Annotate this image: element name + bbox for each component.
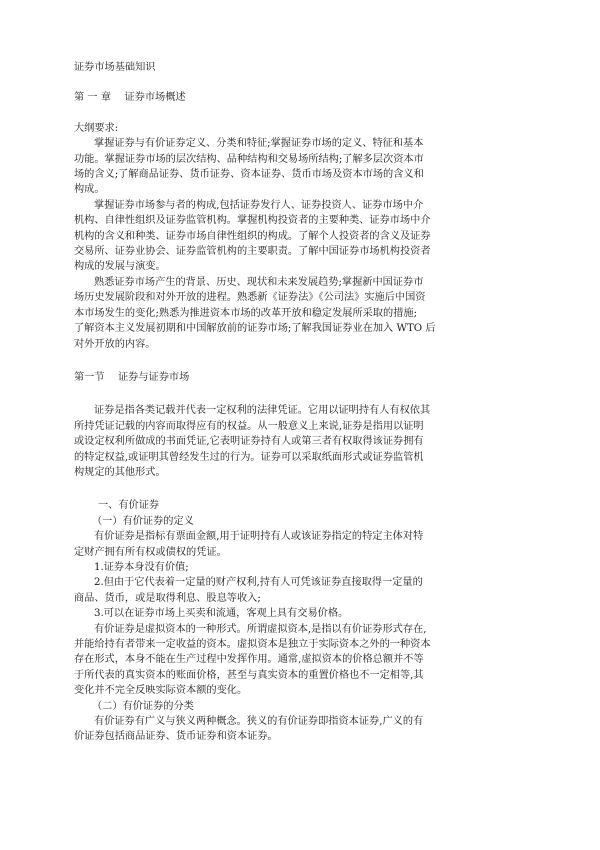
text-line: 构成的发展与演变。 (74, 261, 166, 273)
text-line: 本市场发生的变化;熟悉为推进资本市场的改革开放和稳定发展所采取的措施; (74, 307, 418, 319)
text-line: 证券是指各类记载并代表一定权利的法律凭证。它用以证明持有人有权依其 (94, 405, 431, 417)
outline-label: 大纲要求: (74, 122, 119, 134)
text-line: 并能给持有者带来一定收益的资本。虚拟资本是独立于实际资本之外的一种资本 (74, 639, 431, 650)
points-list (74, 560, 529, 622)
text-line: 了解资本主义发展初期和中国解放前的证券市场;了解我国证券业在加入 WTO 后 (74, 323, 436, 335)
text-line: 机构的含义和种类、证券市场自律性组织的构成。了解个人投资者的含义及证券 (74, 230, 431, 242)
text-line: 于所代表的真实资本的账面价格，甚至与真实资本的重置价格也不一定相等,其 (74, 669, 424, 681)
text-line: 熟悉证券市场产生的背景、历史、现状和未来发展趋势;掌握新中国证券市 (94, 276, 424, 288)
text-line: 有价证券有广义与狭义两种概念。狭义的有价证券即指资本证券,广义的有 (94, 716, 424, 728)
subsection-heading: （一）有价证券的定义 (92, 515, 194, 527)
text-line: 对外开放的内容。 (74, 338, 156, 350)
text-line: 掌握证券与有价证券定义、分类和特征;掌握证券市场的定义、特征和基本 (94, 138, 424, 150)
text-line: 场的含义;了解商品证券、货币证券、资本证券、货币市场及资本市场的含义和 (74, 169, 424, 181)
section-heading: 第一节 证券与证券市场 (74, 371, 190, 383)
text-line: 功能。掌握证券市场的层次结构、品种结构和交易场所结构;了解多层次资本市 (74, 153, 424, 165)
text-line: 机构、自律性组织及证券监管机构。掌握机构投资者的主要种类、证券市场中介 (74, 215, 431, 227)
text-line: 构成。 (74, 184, 105, 196)
text-line: 定财产拥有所有权或债权的凭证。 (74, 546, 227, 558)
text-line: 交易所、证券业协会、证券监管机构的主要职责。了解中国证券市场机构投资者 (74, 246, 431, 258)
outline-paragraph (74, 136, 529, 198)
definition-paragraph (74, 529, 529, 560)
text-line: 所持凭证记载的内容而取得应有的权益。从一般意义上来说,证券是指用以证明 (74, 420, 424, 432)
virtual-capital-paragraph (74, 622, 529, 699)
text-line: 的特定权益,或证明其曾经发生过的行为。证券可以采取纸面形式或证券监管机 (74, 451, 424, 463)
text-line: 存在形式，本身不能在生产过程中发挥作用。通常,虚拟资本的价格总额并不等 (74, 654, 424, 666)
text-line: 场历史发展阶段和对外开放的进程。熟悉新《证券法》《公司法》实施后中国资 (74, 292, 426, 304)
list-item: 2.但由于它代表着一定量的财产权利,持有人可凭该证券直接取得一定量的 (94, 577, 423, 589)
document-title: 证券市场基础知识 (74, 62, 156, 73)
text-line: 价证券包括商品证券、货币证券和资本证券。 (74, 731, 278, 743)
text-line: 有价证券是虚拟资本的一种形式。所谓虚拟资本,是指以有价证券形式存在, (94, 623, 427, 635)
list-item: 商品、货币，或是取得利息、股息等收入; (74, 592, 261, 604)
subsection-heading: （二）有价证券的分类 (92, 700, 194, 712)
document-page (74, 60, 529, 745)
chapter-heading: 第 一 章 证券市场概述 (74, 92, 186, 104)
text-line: 掌握证券市场参与者的构成,包括证券发行人、证券投资人、证券市场中介 (94, 199, 424, 211)
text-line: 变化并不完全反映实际资本额的变化。 (74, 685, 248, 697)
classification-paragraph (74, 714, 529, 745)
subsection-heading: 一、有价证券 (98, 500, 160, 512)
text-line: 有价证券是指标有票面金额,用于证明持有人或该证券指定的特定主体对特 (94, 531, 424, 543)
text-line: 构规定的其他形式。 (74, 466, 166, 478)
outline-paragraph (74, 275, 529, 352)
section-intro (74, 403, 529, 480)
list-item: 3.可以在证券市场上买卖和流通，客观上具有交易价格。 (94, 608, 349, 620)
text-line: 或设定权利所做成的书面凭证,它表明证券持有人或第三者有权取得该证券拥有 (74, 436, 424, 448)
outline-paragraph (74, 198, 529, 275)
list-item: 1.证券本身没有价值; (94, 561, 189, 573)
